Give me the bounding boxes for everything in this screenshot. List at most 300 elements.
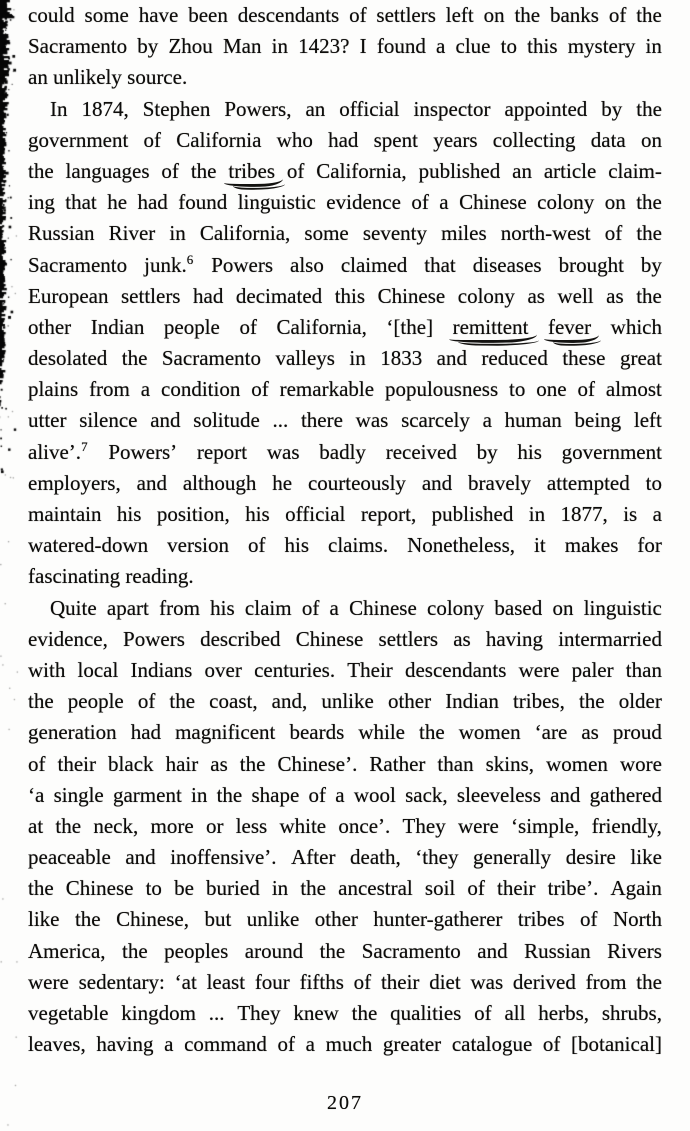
word: having <box>485 626 544 651</box>
word-token <box>335 780 344 811</box>
word-token <box>352 998 378 1029</box>
word-token <box>247 904 300 935</box>
word: Chinese <box>349 595 417 620</box>
word-token <box>164 936 228 967</box>
word: left <box>633 408 662 433</box>
word: silence <box>79 408 138 433</box>
word: of <box>474 1001 492 1025</box>
word: to <box>145 876 162 901</box>
word: were <box>518 657 560 682</box>
word-token <box>223 31 262 62</box>
word: well <box>557 283 594 308</box>
word-token <box>58 749 96 780</box>
word: like <box>28 907 60 932</box>
word-token <box>558 624 662 655</box>
word: his <box>517 439 542 464</box>
word: government <box>561 439 662 464</box>
word-token <box>347 655 392 686</box>
word: Indian <box>90 314 145 339</box>
word: Rivers <box>607 938 662 963</box>
text-line <box>28 125 662 156</box>
word-token <box>439 187 448 218</box>
word-token <box>28 31 127 62</box>
word-token <box>96 1029 153 1060</box>
word-token <box>28 686 54 717</box>
word: people <box>67 689 124 714</box>
word: peaceable <box>28 845 111 870</box>
word-token <box>349 0 367 31</box>
word-token <box>183 468 257 499</box>
word-token <box>272 31 288 62</box>
word: other <box>387 689 432 714</box>
word-token <box>28 811 43 842</box>
word: claimed <box>340 252 408 277</box>
word: the <box>190 158 217 183</box>
word-token <box>501 218 591 249</box>
text-line <box>28 187 662 218</box>
word: of <box>411 190 429 215</box>
word-token <box>419 717 445 748</box>
word-token <box>224 94 291 125</box>
word: almost <box>605 377 662 402</box>
word-token <box>236 281 322 312</box>
pen-underline-annotation: tribes <box>228 158 276 183</box>
word: Chinese <box>295 626 364 651</box>
word: claims. <box>328 533 389 558</box>
word: people <box>163 314 220 339</box>
word-token <box>544 156 596 187</box>
word-token <box>529 499 545 530</box>
word-token <box>572 655 614 686</box>
word-token <box>238 187 316 218</box>
word-token <box>210 593 235 624</box>
word: sack, <box>405 782 448 807</box>
text-line <box>28 1029 662 1060</box>
text-line <box>28 842 662 873</box>
word: banks <box>549 3 599 27</box>
word: proud <box>612 720 662 745</box>
word-token <box>579 686 605 717</box>
word: had <box>328 127 359 152</box>
word: gathered <box>589 782 662 807</box>
word: Chinese, <box>116 907 189 932</box>
word-token <box>424 250 456 281</box>
word: have <box>138 3 179 27</box>
word-token <box>167 530 229 561</box>
text-line <box>28 374 662 405</box>
word-token <box>326 187 401 218</box>
word: mystery <box>567 34 636 59</box>
word-token <box>236 811 268 842</box>
word-token <box>605 187 626 218</box>
word: Powers’ <box>108 439 178 464</box>
word-token <box>378 281 446 312</box>
word: River <box>108 221 156 246</box>
word: miles <box>441 221 487 246</box>
word: having <box>96 1032 154 1057</box>
word-token <box>350 842 401 873</box>
word-token <box>432 499 514 530</box>
word-token <box>636 967 662 998</box>
word-token <box>278 1029 296 1060</box>
word-token <box>267 437 300 468</box>
word: this <box>334 283 366 308</box>
word-token <box>245 499 270 530</box>
word-token <box>151 811 194 842</box>
word: generation <box>28 720 117 745</box>
word-token <box>251 374 269 405</box>
word-token <box>161 374 240 405</box>
word: 1874, <box>81 96 129 121</box>
word: tribes <box>517 907 565 932</box>
word-token <box>605 218 623 249</box>
word: death, <box>350 845 401 870</box>
word: in <box>528 502 546 526</box>
word: four <box>254 969 290 994</box>
word: Powers, <box>224 96 292 121</box>
word-token <box>415 842 458 873</box>
word-token <box>210 749 228 780</box>
word: settlers <box>376 3 436 27</box>
word: the <box>28 689 54 714</box>
word: published <box>431 502 514 526</box>
word-token <box>373 904 502 935</box>
word: the <box>28 158 54 183</box>
word: evidence, <box>28 626 108 651</box>
word-token <box>607 936 662 967</box>
word: of <box>579 907 598 932</box>
word-token <box>280 374 374 405</box>
word-token <box>468 468 531 499</box>
word-token <box>79 967 165 998</box>
word: utter <box>28 408 67 433</box>
word: Zhou <box>168 34 213 59</box>
word: than <box>437 751 474 776</box>
word-token <box>206 811 224 842</box>
word: single <box>53 782 104 807</box>
word: of <box>247 533 266 558</box>
word: paler <box>571 657 614 682</box>
word: Russian <box>524 938 591 963</box>
word-token <box>273 405 289 436</box>
word: as <box>527 283 545 308</box>
word-token <box>328 530 388 561</box>
word-token <box>646 468 662 499</box>
word-token <box>338 873 413 904</box>
word-token <box>28 873 54 904</box>
word: with <box>28 657 66 682</box>
word: Sacramento <box>28 34 128 59</box>
word: California, <box>199 221 291 246</box>
word: makes <box>564 533 619 558</box>
word: as <box>453 626 471 651</box>
word-token <box>170 842 276 873</box>
word: tribes, <box>512 689 565 714</box>
word-token <box>456 31 491 62</box>
word-token <box>338 811 390 842</box>
word-token <box>200 624 280 655</box>
word-token <box>55 811 81 842</box>
word-token <box>75 904 101 935</box>
word-token <box>613 717 662 748</box>
word-token <box>537 187 594 218</box>
word: clue <box>455 34 491 59</box>
word: plains <box>28 377 79 402</box>
word-token <box>601 94 622 125</box>
word: was <box>266 439 300 464</box>
word-token <box>175 967 197 998</box>
word-token <box>245 936 303 967</box>
word-token <box>326 1029 373 1060</box>
word-token <box>164 1029 173 1060</box>
text-line <box>28 250 662 281</box>
word: although <box>182 470 257 495</box>
word: other <box>28 314 72 339</box>
word: herbs, <box>538 1001 590 1025</box>
word: the <box>239 751 266 776</box>
word-token <box>200 218 290 249</box>
word-token <box>217 780 243 811</box>
word: California, <box>316 158 407 183</box>
word: of <box>143 127 162 152</box>
word: for <box>637 533 662 558</box>
word-token <box>369 749 425 780</box>
word: or <box>205 813 224 838</box>
word: desolated <box>28 346 108 371</box>
word-token <box>296 624 364 655</box>
word-token <box>590 780 662 811</box>
word: America, <box>28 938 106 963</box>
word: at <box>28 813 44 838</box>
word-token <box>575 405 622 436</box>
word: hunter-gatherer <box>373 907 503 932</box>
word: linguistic <box>237 190 316 215</box>
word: to <box>500 34 517 59</box>
word: found <box>376 34 426 59</box>
word-token <box>245 593 292 624</box>
word: California <box>176 127 262 152</box>
word-token <box>28 281 108 312</box>
text-line <box>28 0 662 31</box>
word: Nonetheless, <box>407 533 516 558</box>
word-token <box>164 312 220 343</box>
word: official <box>285 502 346 526</box>
word: inspector <box>413 96 491 121</box>
word: around <box>244 938 304 963</box>
word-token <box>138 686 156 717</box>
word: Man <box>222 34 262 59</box>
word: but <box>204 907 232 932</box>
word: maintain <box>28 502 102 526</box>
word: and <box>436 346 467 371</box>
word-token <box>354 967 372 998</box>
word-token <box>93 811 138 842</box>
word-token <box>602 998 662 1029</box>
word-token <box>486 749 534 780</box>
word-token <box>527 281 545 312</box>
word-token <box>137 468 167 499</box>
word-token <box>636 94 662 125</box>
word: the <box>319 938 346 963</box>
word: like <box>630 845 662 870</box>
word-token <box>28 218 95 249</box>
word: 1877, <box>560 502 608 526</box>
word: unlike <box>321 689 374 714</box>
word-token <box>50 593 97 624</box>
word: condition <box>161 377 241 402</box>
word: decimated <box>235 283 323 308</box>
word-token <box>437 749 473 780</box>
word: from <box>89 377 130 402</box>
scan-gutter-artifact <box>0 0 26 1131</box>
word: in <box>645 34 662 59</box>
word: on <box>604 190 626 215</box>
word-token <box>28 780 44 811</box>
word: by <box>601 96 623 121</box>
word-token <box>272 686 308 717</box>
word-token <box>150 405 180 436</box>
word-token <box>609 0 627 31</box>
word: of <box>467 876 485 901</box>
word: the <box>121 346 148 371</box>
word: unlike <box>246 907 300 932</box>
word: soil <box>424 876 456 901</box>
word-token <box>66 873 134 904</box>
word: inoffensive’. <box>170 845 277 870</box>
word: Quite <box>50 595 97 620</box>
word: valleys <box>275 346 335 371</box>
word-token <box>28 312 71 343</box>
word-token <box>28 437 89 470</box>
word-token <box>606 374 662 405</box>
word-token <box>552 593 573 624</box>
word: report <box>196 439 248 464</box>
word: the <box>351 1001 378 1025</box>
word-token <box>316 156 406 187</box>
word-token <box>28 967 69 998</box>
word-token <box>65 187 97 218</box>
word-token <box>211 250 273 281</box>
text-line <box>28 624 662 655</box>
word-token <box>85 0 129 31</box>
word: women <box>546 751 608 776</box>
word: employers, <box>28 470 121 495</box>
word-token <box>89 374 130 405</box>
word: greater <box>382 1032 442 1057</box>
word: Sacramento <box>161 346 261 371</box>
word: collecting <box>492 127 576 152</box>
text-line <box>28 343 662 374</box>
word-token <box>205 655 242 686</box>
word: much <box>325 1032 373 1057</box>
word-token <box>240 749 266 780</box>
word: the <box>578 689 605 714</box>
word: settlers <box>121 283 181 308</box>
text-line <box>28 468 662 499</box>
word-token <box>527 31 557 62</box>
word-token <box>581 717 599 748</box>
word: evidence <box>326 190 401 215</box>
word: while <box>358 720 405 745</box>
word: apart <box>106 595 149 620</box>
word: was <box>470 969 504 994</box>
word-token <box>116 904 189 935</box>
word: and <box>550 782 581 807</box>
word: a <box>439 190 449 215</box>
word: their <box>57 751 97 776</box>
word-token <box>427 593 484 624</box>
word-token <box>354 780 396 811</box>
word: report, <box>360 502 417 526</box>
text-line <box>28 749 662 780</box>
word-token <box>28 499 101 530</box>
word-token <box>453 624 471 655</box>
word: be <box>174 876 194 901</box>
word: years <box>433 127 478 152</box>
word: in <box>271 876 289 901</box>
word: over <box>204 657 242 682</box>
word-token <box>571 1029 662 1060</box>
word-token <box>634 405 662 436</box>
word: their <box>497 876 536 901</box>
word-token <box>577 374 595 405</box>
word: the <box>216 782 243 807</box>
word: scarcely <box>401 408 470 433</box>
word-token <box>66 156 150 187</box>
word-token <box>144 250 194 283</box>
word: of <box>161 158 179 183</box>
word: a <box>482 408 492 433</box>
word-token <box>401 405 470 436</box>
word: watered-down <box>28 533 149 558</box>
word-token <box>473 250 542 281</box>
word-token <box>477 437 498 468</box>
word-token <box>121 998 196 1029</box>
word-token <box>28 655 65 686</box>
word-token <box>441 218 487 249</box>
word-token <box>547 468 630 499</box>
word-token <box>433 125 477 156</box>
word: local <box>77 657 119 682</box>
word: older <box>618 689 662 714</box>
word-token <box>511 811 579 842</box>
word-token <box>157 499 230 530</box>
word-token <box>28 374 78 405</box>
word: of <box>28 751 46 776</box>
word: more <box>150 813 194 838</box>
word: 1423? <box>298 34 350 59</box>
word-token <box>606 281 624 312</box>
word: the <box>636 190 662 215</box>
word-token <box>184 1029 267 1060</box>
word: were <box>28 969 69 994</box>
word-token <box>550 0 599 31</box>
word: ‘a <box>28 782 45 807</box>
word-token <box>339 94 399 125</box>
word-token <box>484 0 505 31</box>
word-token <box>422 468 452 499</box>
text-line <box>28 998 662 1029</box>
word-token <box>197 437 247 468</box>
word: he <box>107 190 128 215</box>
word: Indians <box>130 657 193 682</box>
word: the <box>300 876 326 901</box>
word: colony <box>537 190 595 215</box>
word-token <box>330 593 339 624</box>
word-token <box>28 749 46 780</box>
word-token <box>335 281 365 312</box>
word-token <box>279 811 326 842</box>
